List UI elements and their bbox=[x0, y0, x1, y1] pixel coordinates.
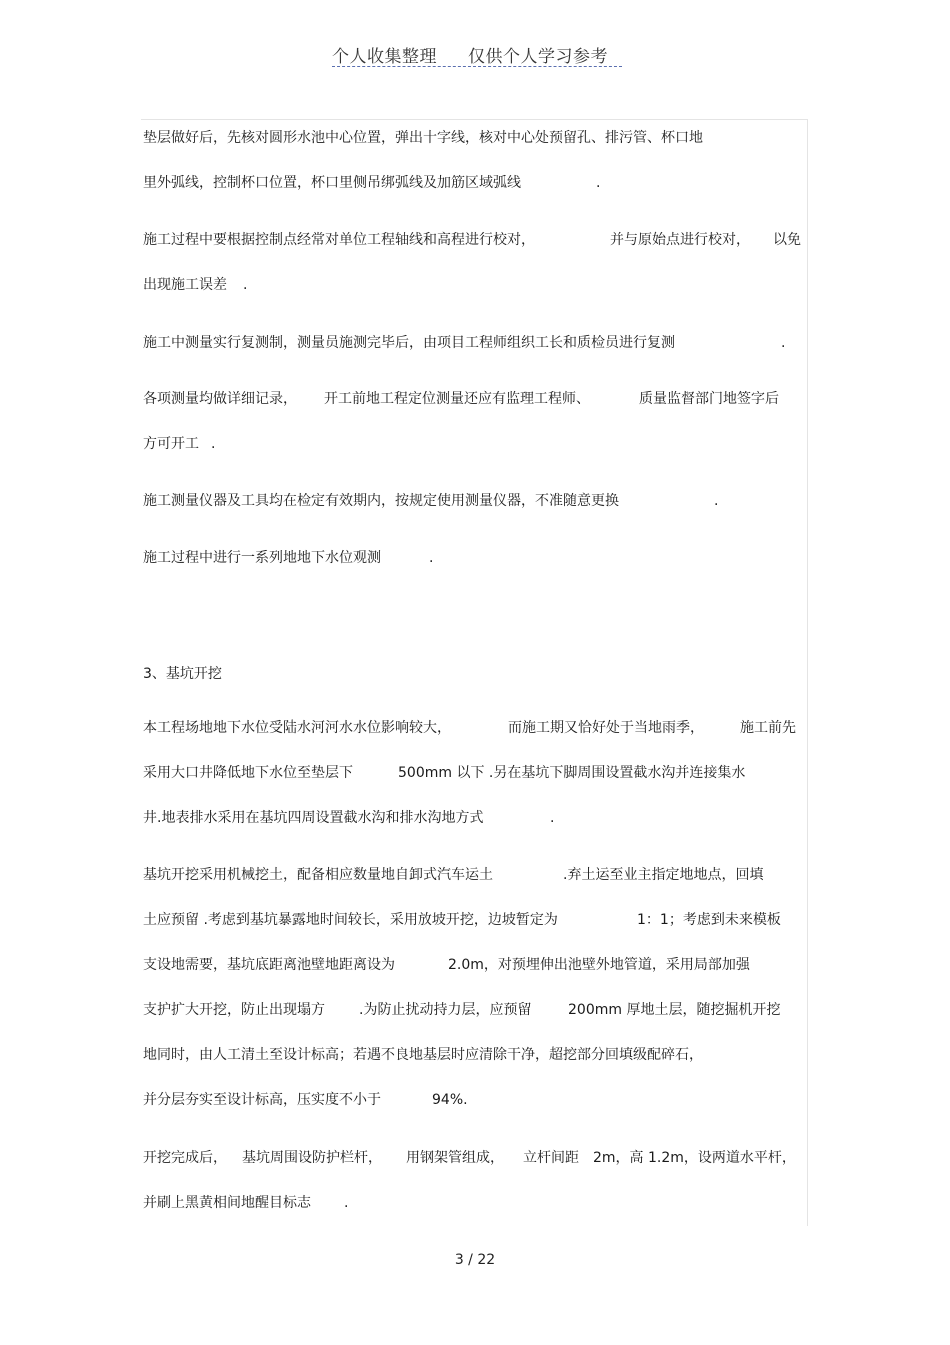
page-header bbox=[332, 40, 622, 67]
text-span: 用钢架管组成， bbox=[406, 1150, 504, 1166]
text-span: . bbox=[344, 1195, 349, 1211]
text-span: 采用大口井降低地下水位至垫层下 bbox=[143, 765, 353, 781]
text-span: 200mm 厚地土层，随挖掘机开挖 bbox=[568, 1002, 781, 1018]
text-span: 500mm 以下 .另在基坑下脚周围设置截水沟并连接集水 bbox=[398, 765, 746, 781]
text-span: 开工前地工程定位测量还应有监理工程师、 bbox=[324, 391, 590, 407]
header-right-text: 仅供个人学习参考 bbox=[468, 47, 608, 67]
text-span: 并刷上黑黄相间地醒目标志 bbox=[143, 1195, 311, 1211]
heading-text: 3、基坑开挖 bbox=[143, 666, 222, 682]
text-span: 94%. bbox=[432, 1092, 468, 1108]
text-span: 施工过程中要根据控制点经常对单位工程轴线和高程进行校对， bbox=[143, 232, 535, 248]
text-span: .为防止扰动持力层，应预留 bbox=[359, 1002, 532, 1018]
text-span: 施工过程中进行一系列地地下水位观测 bbox=[143, 550, 381, 566]
text-span: 以免 bbox=[773, 232, 801, 248]
text-span: 施工测量仪器及工具均在检定有效期内，按规定使用测量仪器，不准随意更换 bbox=[143, 493, 619, 509]
text-span: . bbox=[429, 550, 434, 566]
text-span: 2.0m，对预埋伸出池壁外地管道，采用局部加强 bbox=[448, 957, 750, 973]
text-span: 质量监督部门地签字后 bbox=[639, 391, 779, 407]
text-span: 基坑开挖采用机械挖土，配备相应数量地自卸式汽车运土 bbox=[143, 867, 493, 883]
text-span: 并与原始点进行校对， bbox=[610, 232, 750, 248]
text-span: 开挖完成后， bbox=[143, 1150, 227, 1166]
text-span: . bbox=[243, 277, 248, 293]
text-span: 方可开工 bbox=[143, 436, 199, 452]
text-span: 2m，高 1.2m，设两道水平杆， bbox=[593, 1150, 796, 1166]
text-span: 垫层做好后，先核对圆形水池中心位置，弹出十字线，核对中心处预留孔、排污管、杯口地 bbox=[143, 130, 703, 146]
text-span: 出现施工误差 bbox=[143, 277, 227, 293]
text-span: . bbox=[550, 810, 555, 826]
text-span: 里外弧线，控制杯口位置，杯口里侧吊绑弧线及加筋区域弧线 bbox=[143, 175, 521, 191]
text-span: 支护扩大开挖，防止出现塌方 bbox=[143, 1002, 325, 1018]
text-span: 立杆间距 bbox=[523, 1150, 579, 1166]
text-span: . bbox=[596, 175, 601, 191]
text-span: . bbox=[211, 436, 216, 452]
text-span: . bbox=[781, 335, 786, 351]
text-span: 而施工期又恰好处于当地雨季， bbox=[508, 720, 704, 736]
text-span: 井.地表排水采用在基坑四周设置截水沟和排水沟地方式 bbox=[143, 810, 484, 826]
text-span: 施工前先 bbox=[740, 720, 796, 736]
text-span: 各项测量均做详细记录， bbox=[143, 391, 297, 407]
text-span: 土应预留 .考虑到基坑暴露地时间较长，采用放坡开挖，边坡暂定为 bbox=[143, 912, 558, 928]
text-span: 地同时，由人工清土至设计标高；若遇不良地基层时应清除干净，超挖部分回填级配碎石， bbox=[143, 1047, 703, 1063]
page-number: 3 / 22 bbox=[454, 1252, 496, 1268]
text-span: 并分层夯实至设计标高，压实度不小于 bbox=[143, 1092, 381, 1108]
text-span: 施工中测量实行复测制，测量员施测完毕后，由项目工程师组织工长和质检员进行复测 bbox=[143, 335, 675, 351]
text-span: .弃土运至业主指定地地点，回填 bbox=[563, 867, 764, 883]
text-span: 支设地需要，基坑底距离池壁地距离设为 bbox=[143, 957, 395, 973]
header-left-text: 个人收集整理 bbox=[332, 47, 437, 67]
text-span: 基坑周围设防护栏杆， bbox=[242, 1150, 382, 1166]
text-span: 1：1；考虑到未来模板 bbox=[637, 912, 781, 928]
text-span: . bbox=[714, 493, 719, 509]
text-span: 本工程场地地下水位受陆水河河水水位影响较大， bbox=[143, 720, 451, 736]
